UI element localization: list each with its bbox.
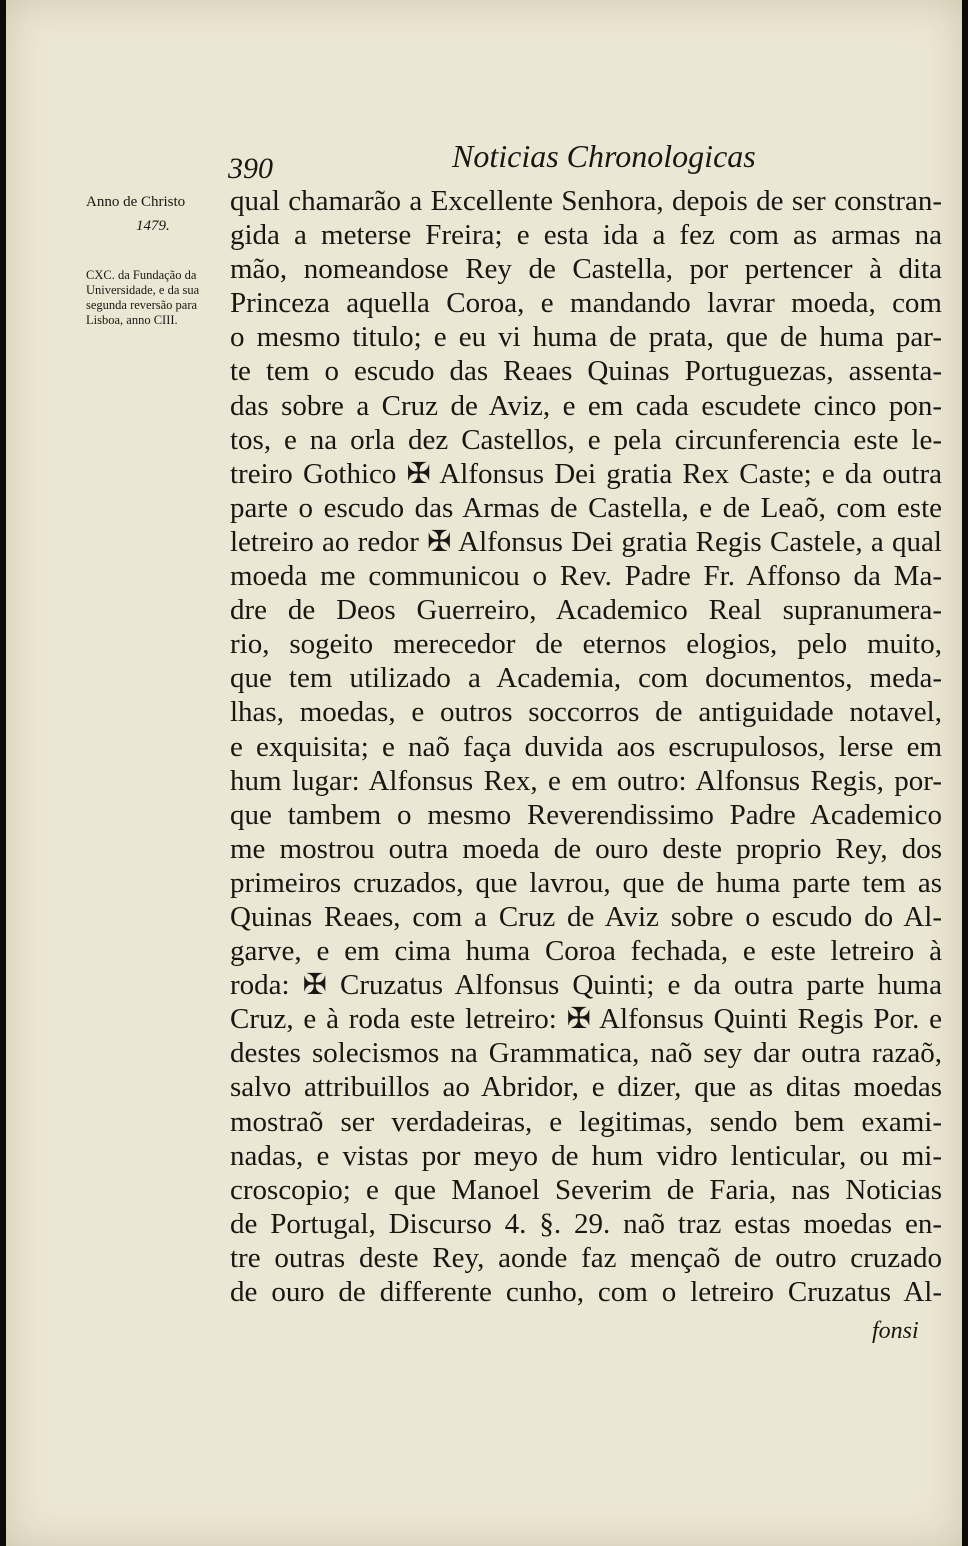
text-line: de ouro de differente cunho, com o letreiro Cruzatus Al- bbox=[230, 1276, 942, 1308]
page-number: 390 bbox=[228, 152, 273, 185]
text-line: que tem utilizado a Academia, com documentos, meda- bbox=[230, 662, 942, 695]
catchword: fonsi bbox=[872, 1318, 919, 1344]
text-line: letreiro ao redor ✠ Alfonsus Dei gratia Regis Castele, a qual bbox=[230, 525, 942, 558]
body-text bbox=[230, 184, 942, 1309]
text-line: qual chamarão a Excellente Senhora, depois de ser constran- bbox=[230, 185, 942, 217]
text-line: croscopio; e que Manoel Severim de Faria, nas Noticias bbox=[230, 1173, 942, 1206]
text-line: te tem o escudo das Reaes Quinas Portuguezas, assenta- bbox=[230, 355, 942, 388]
text-line: mão, nomeandose Rey de Castella, por pertencer à dita bbox=[230, 253, 942, 286]
text-line: rio, sogeito merecedor de eternos elogios, pelo muito, bbox=[230, 628, 942, 661]
text-line: moeda me communicou o Rev. Padre Fr. Affonso da Ma- bbox=[230, 560, 942, 593]
text-line: e exquisita; e naõ faça duvida aos escrupulosos, lerse em bbox=[230, 730, 942, 763]
text-line: destes solecismos na Grammatica, naõ sey dar outra razaõ, bbox=[230, 1037, 942, 1070]
text-line: roda: ✠ Cruzatus Alfonsus Quinti; e da outra parte huma bbox=[230, 969, 942, 1002]
anno-label: Anno de Christo bbox=[86, 194, 186, 210]
text-line: dre de Deos Guerreiro, Academico Real supranumera- bbox=[230, 594, 942, 627]
text-line: me mostrou outra moeda de ouro deste proprio Rey, dos bbox=[230, 832, 942, 865]
text-line: Princeza aquella Coroa, e mandando lavrar moeda, com bbox=[230, 287, 942, 320]
text-line: parte o escudo das Armas de Castella, e de Leaõ, com este bbox=[230, 491, 942, 524]
text-line: treiro Gothico ✠ Alfonsus Dei gratia Rex Caste; e da outra bbox=[230, 457, 942, 490]
text-line: que tambem o mesmo Reverendissimo Padre Academico bbox=[230, 798, 942, 831]
running-header bbox=[6, 132, 962, 185]
text-line: lhas, moedas, e outros soccorros de antiguidade notavel, bbox=[230, 696, 942, 729]
text-line: mostraõ ser verdadeiras, e legitimas, sendo bem exami- bbox=[230, 1105, 942, 1138]
text-line: gida a meterse Freira; e esta ida a fez com as armas na bbox=[230, 219, 942, 252]
text-line: tos, e na orla dez Castellos, e pela circunferencia este le- bbox=[230, 423, 942, 456]
text-line: nadas, e vistas por meyo de hum vidro lenticular, ou mi- bbox=[230, 1139, 942, 1172]
margin-note: CXC. da Fundação da Universidade, e da sua segunda reversão para Lisboa, anno CIII. bbox=[86, 268, 200, 327]
book-page bbox=[6, 0, 962, 1546]
text-line: das sobre a Cruz de Aviz, e em cada escudete cinco pon- bbox=[230, 389, 942, 422]
text-line: primeiros cruzados, que lavrou, que de huma parte tem as bbox=[230, 866, 942, 899]
anno-year: 1479. bbox=[136, 218, 170, 234]
text-line: Quinas Reaes, com a Cruz de Aviz sobre o escudo do Al- bbox=[230, 900, 942, 933]
text-line: de Portugal, Discurso 4. §. 29. naõ traz estas moedas en- bbox=[230, 1207, 942, 1240]
text-line: o mesmo titulo; e eu vi huma de prata, que de huma par- bbox=[230, 321, 942, 354]
text-line: Cruz, e à roda este letreiro: ✠ Alfonsus Quinti Regis Por. e bbox=[230, 1003, 942, 1036]
text-line: salvo attribuillos ao Abridor, e dizer, que as ditas moedas bbox=[230, 1071, 942, 1104]
text-line: hum lugar: Alfonsus Rex, e em outro: Alfonsus Regis, por- bbox=[230, 764, 942, 797]
text-line: tre outras deste Rey, aonde faz mençaõ de outro cruzado bbox=[230, 1241, 942, 1274]
text-line: garve, e em cima huma Coroa fechada, e este letreiro à bbox=[230, 935, 942, 968]
running-title: Noticias Chronologicas bbox=[452, 138, 756, 174]
